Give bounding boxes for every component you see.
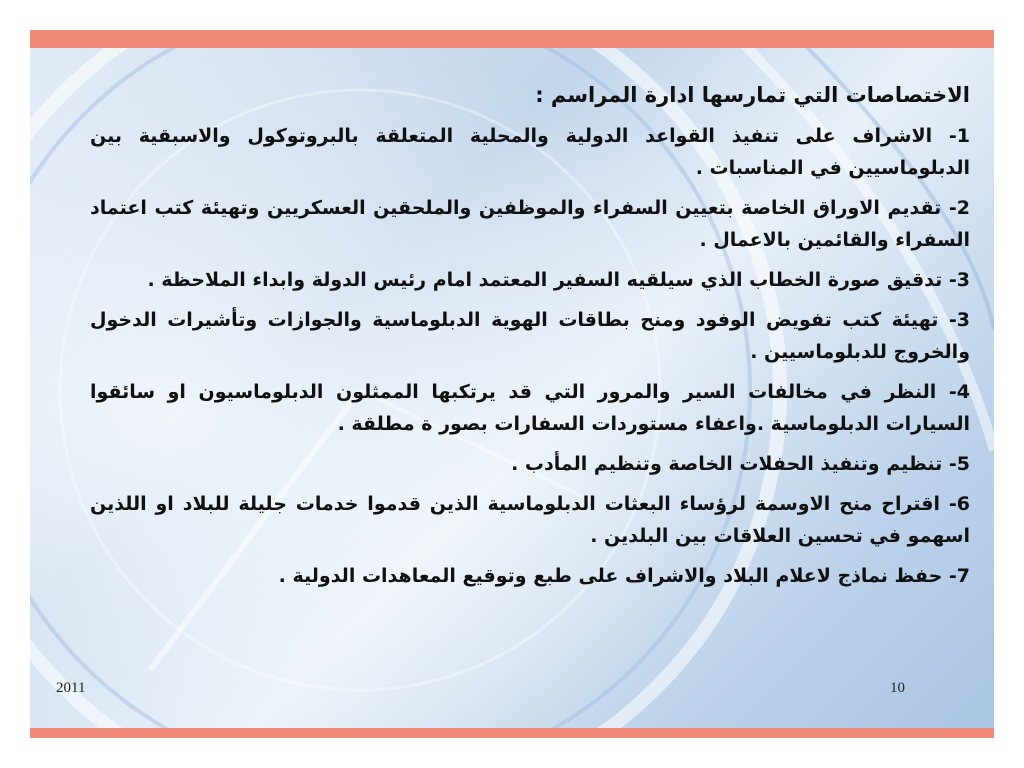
list-item: 3- تدقيق صورة الخطاب الذي سيلقيه السفير المعتمد امام رئيس الدولة وابداء الملاحظة . xyxy=(147,269,970,291)
slide xyxy=(30,30,994,738)
list-item: 3- تهيئة كتب تفويض الوفود ومنح بطاقات الهوية الدبلوماسية والجوازات وتأشيرات الدخول والخروج للدبلوماسيين . xyxy=(90,309,970,363)
footer-year: 2011 xyxy=(56,680,86,696)
list-item: 4- النظر في مخالفات السير والمرور التي قد يرتكبها الممثلون الدبلوماسيون او سائقوا السيارات الدبلوماسية .واعفاء مستوردات السفارات بصور ة مطلقة . xyxy=(90,381,970,435)
list-item: 2- تقديم الاوراق الخاصة بتعيين السفراء والموظفين والملحقين العسكريين وتهيئة كتب اعتماد السفراء والقائمين بالاعمال . xyxy=(90,197,970,251)
list-item: 1- الاشراف على تنفيذ القواعد الدولية والمحلية المتعلقة بالبروتوكول والاسبقية بين الدبلوماسيين في المناسبات . xyxy=(90,125,970,179)
footer-page-number: 10 xyxy=(890,680,905,696)
slide-title: الاختصاصات التي تمارسها ادارة المراسم : xyxy=(535,83,970,107)
bottom-accent-bar xyxy=(30,728,994,738)
slide-content xyxy=(90,80,970,600)
top-accent-bar xyxy=(30,30,994,48)
list-item: 7- حفظ نماذج لاعلام البلاد والاشراف على طبع وتوقيع المعاهدات الدولية . xyxy=(278,565,970,587)
list-item: 5- تنظيم وتنفيذ الحفلات الخاصة وتنظيم المأدب . xyxy=(511,453,970,475)
list-item: 6- اقتراح منح الاوسمة لرؤساء البعثات الدبلوماسية الذين قدموا خدمات جليلة للبلاد او اللذين اسهمو في تحسين العلاقات بين البلدين . xyxy=(90,493,970,547)
